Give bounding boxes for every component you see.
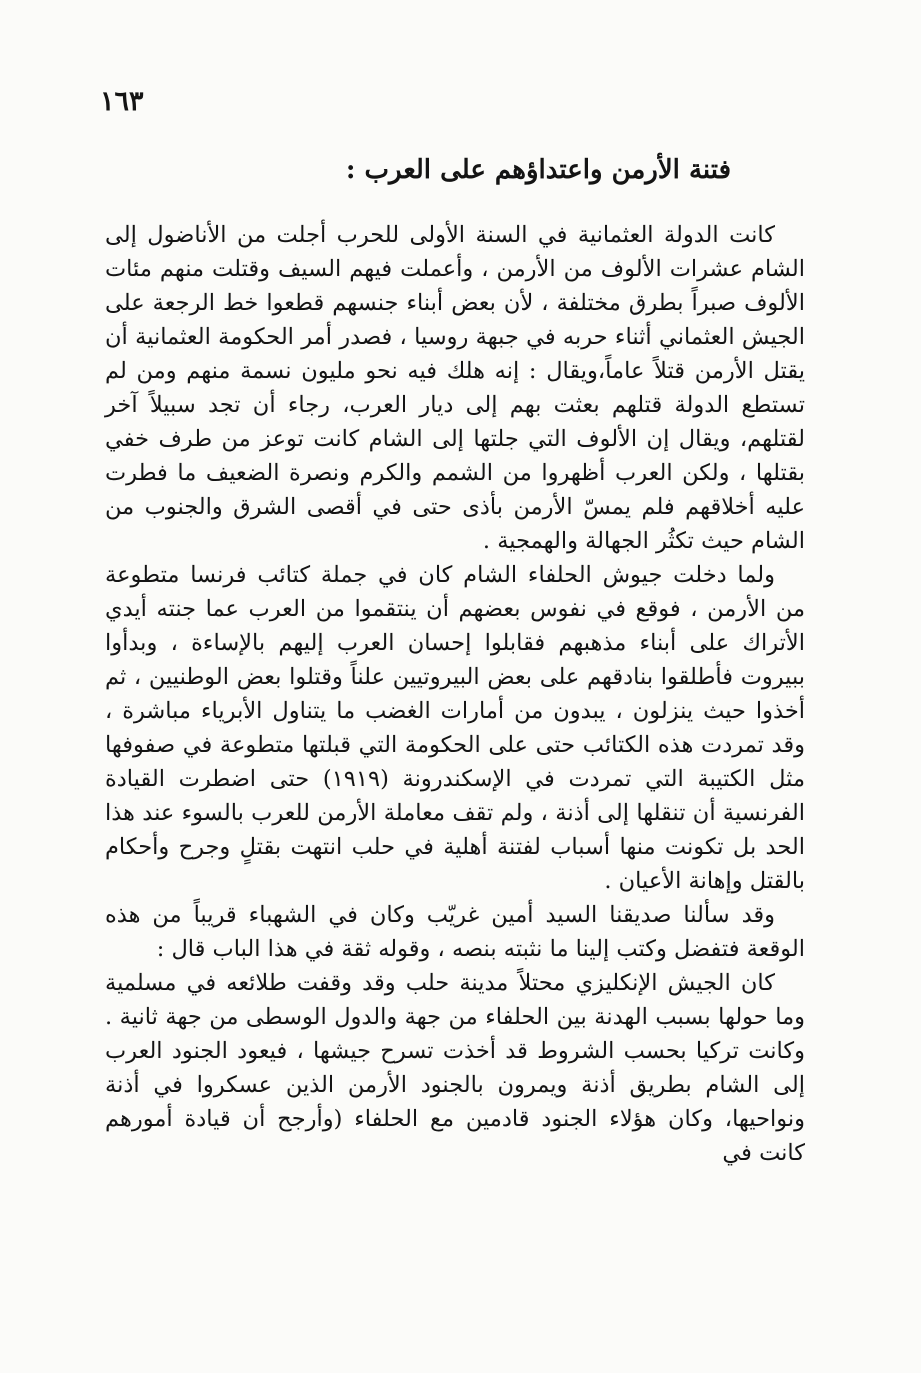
section-heading: فتنة الأرمن واعتداؤهم على العرب : bbox=[345, 155, 731, 185]
paragraph-4: كان الجيش الإنكليزي محتلاً مدينة حلب وقد وقفت طلائعه في مسلمية وما حولها بسبب الهدنة بين الحلفاء من جهة والدول الوسطى من جهة ثانية . وكانت تركيا بحسب الشروط قد أخذت تسرح جيشها ، فيعود الجنود العرب إلى الشام بطريق أذنة ويمرون بالجنود الأرمن الذين عسكروا في أذنة ونواحيها، وكان هؤلاء الجنود قادمين مع الحلفاء (وأرجح أن قيادة أمورهم كانت في bbox=[105, 970, 805, 1166]
paragraph-1: كانت الدولة العثمانية في السنة الأولى للحرب أجلت من الأناضول إلى الشام عشرات الألوف من الأرمن ، وأعملت فيهم السيف وقتلت منهم مئات الألوف صبراً بطرق مختلفة ، لأن بعض أبناء جنسهم قطعوا خط الرجعة على الجيش العثماني أثناء حربه في جبهة روسيا ، فصدر أمر الحكومة العثمانية أن يقتل الأرمن قتلاً عاماً،ويقال : إنه هلك فيه نحو مليون نسمة منهم ومن لم تستطع الدولة قتلهم بعثت بهم إلى ديار العرب، رجاء أن تجد سبيلاً آخر لقتلهم، ويقال إن الألوف التي جلتها إلى الشام كانت توعز من طرف خفي بقتلها ، ولكن العرب أظهروا من الشمم والكرم ونصرة الضعيف ما فطرت عليه أخلاقهم فلم يمسّ الأرمن بأذى حتى في أقصى الشرق والجنوب من الشام حيث تكثُر الجهالة والهمجية . bbox=[105, 222, 805, 554]
paragraph-3: وقد سألنا صديقنا السيد أمين غريّب وكان في الشهباء قريباً من هذه الوقعة فتفضل وكتب إلينا ما نثبته بنصه ، وقوله ثقة في هذا الباب قال : bbox=[105, 902, 805, 962]
body-text bbox=[105, 218, 805, 1170]
paragraph-2: ولما دخلت جيوش الحلفاء الشام كان في جملة كتائب فرنسا متطوعة من الأرمن ، فوقع في نفوس بعضهم أن ينتقموا من العرب عما جنته أيدي الأتراك على أبناء مذهبهم فقابلوا إحسان العرب إليهم بالإساءة ، وبدأوا ببيروت فأطلقوا بنادقهم على بعض البيروتيين علناً وقتلوا بعض الوطنيين ، ثم أخذوا حيث ينزلون ، يبدون من أمارات الغضب ما يتناول الأبرياء مباشرة ، وقد تمردت هذه الكتائب حتى على الحكومة التي قبلتها متطوعة في صفوفها مثل الكتيبة التي تمردت في الإسكندرونة (١٩١٩) حتى اضطرت القيادة الفرنسية أن تنقلها إلى أذنة ، ولم تقف معاملة الأرمن للعرب بالسوء عند هذا الحد بل تكونت منها أسباب لفتنة أهلية في حلب انتهت بقتلٍ وجرح وأحكام بالقتل وإهانة الأعيان . bbox=[105, 562, 805, 894]
page-number: ١٦٣ bbox=[100, 86, 144, 117]
